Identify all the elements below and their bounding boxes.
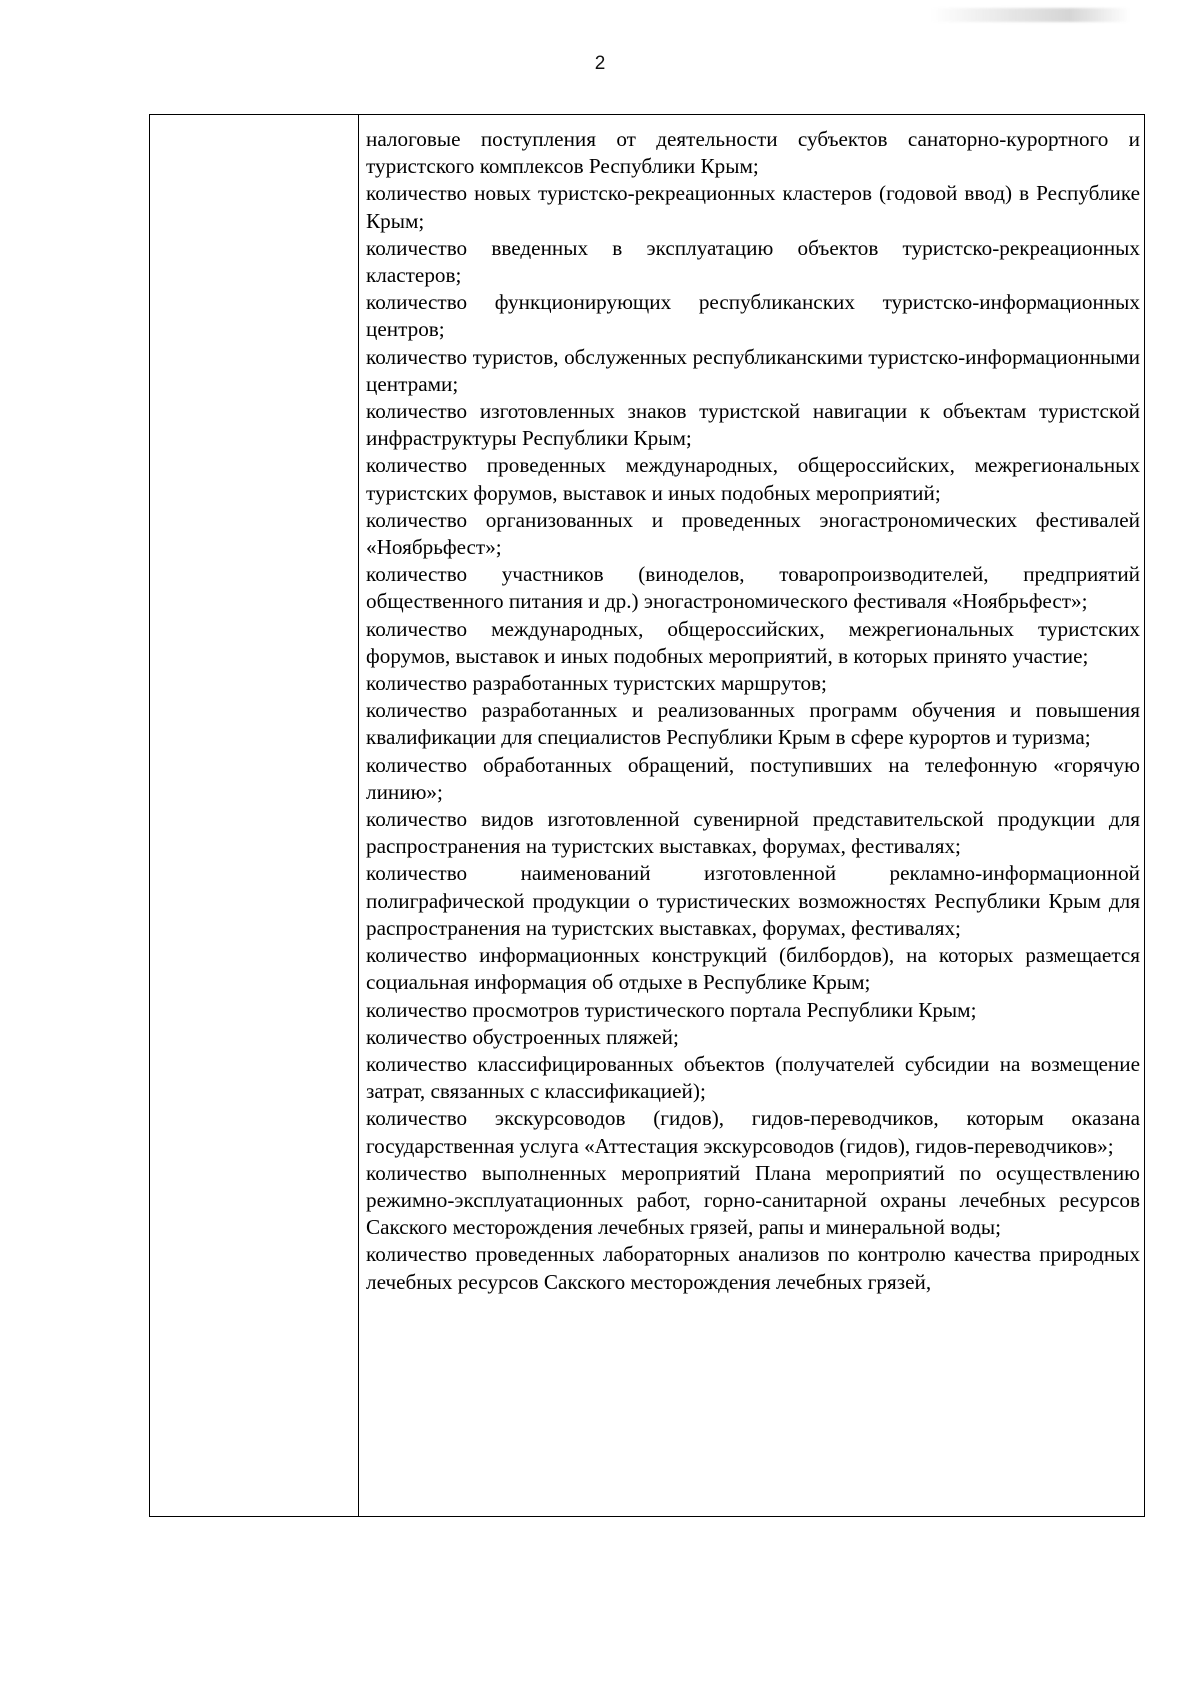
indicator-entry: количество проведенных международных, общероссийских, межрегиональных туристских форумов, выставок и иных подобных мероприятий; xyxy=(366,453,1140,505)
indicator-entry: количество изготовленных знаков туристской навигации к объектам туристской инфраструктуры Республики Крым; xyxy=(366,399,1140,451)
page-number: 2 xyxy=(594,53,606,74)
indicator-entry: количество выполненных мероприятий Плана мероприятий по осуществлению режимно-эксплуатационных работ, горно-санитарной охраны лечебных ресурсов Сакского месторождения лечебных грязей, рапы и минеральной воды; xyxy=(366,1160,1140,1240)
indicator-entry: количество обработанных обращений, поступивших на телефонную «горячую линию»; xyxy=(366,752,1140,804)
table-left-cell xyxy=(150,115,358,1516)
indicator-entry: количество классифицированных объектов (получателей субсидии на возмещение затрат, связанных с классификацией); xyxy=(366,1051,1140,1104)
indicator-entry: количество информационных конструкций (билбордов), на которых размещается социальная информация об отдыхе в Республике Крым; xyxy=(366,943,1140,995)
indicator-entry: количество экскурсоводов (гидов), гидов-переводчиков, которым оказана государственная услуга «Аттестация экскурсоводов (гидов), гидов-переводчиков»; xyxy=(366,1106,1140,1158)
indicator-entry: количество организованных и проведенных эногастрономических фестивалей «Ноябрьфест»; xyxy=(366,507,1140,560)
indicator-entry: количество функционирующих республиканских туристско-информационных центров; xyxy=(366,290,1140,342)
indicator-entry: количество туристов, обслуженных республиканскими туристско-информационными центрами; xyxy=(366,344,1140,396)
indicator-entry: количество разработанных туристских маршрутов; xyxy=(366,671,827,696)
indicator-entry: количество видов изготовленной сувенирной представительской продукции для распространения на туристских выставках, форумах, фестивалях; xyxy=(366,807,1140,859)
table-right-cell xyxy=(366,126,1140,1296)
scan-artifact xyxy=(930,8,1130,22)
indicator-entry: количество международных, общероссийских, межрегиональных туристских форумов, выставок и иных подобных мероприятий, в которых принято участие; xyxy=(366,616,1140,668)
indicator-entry: количество разработанных и реализованных программ обучения и повышения квалификации для специалистов Республики Крым в сфере курортов и туризма; xyxy=(366,698,1140,750)
indicator-entry: количество новых туристско-рекреационных кластеров (годовой ввод) в Республике Крым; xyxy=(366,181,1140,233)
indicator-entry: количество обустроенных пляжей; xyxy=(366,1024,679,1049)
indicator-entry: количество просмотров туристического портала Республики Крым; xyxy=(366,997,977,1022)
indicator-entry: количество проведенных лабораторных анализов по контролю качества природных лечебных ресурсов Сакского месторождения лечебных грязей, xyxy=(366,1242,1140,1294)
indicator-entry: налоговые поступления от деятельности субъектов санаторно-курортного и туристского комплексов Республики Крым; xyxy=(366,127,1140,179)
document-table xyxy=(149,114,1145,1517)
indicator-entry: количество введенных в эксплуатацию объектов туристско-рекреационных кластеров; xyxy=(366,235,1140,288)
indicator-entry: количество наименований изготовленной рекламно-информационной полиграфической продукции о туристических возможностях Республики Крым для распространения на туристских выставках, форумах, фестивалях; xyxy=(366,861,1140,940)
column-divider xyxy=(358,115,359,1516)
indicator-entry: количество участников (виноделов, товаропроизводителей, предприятий общественного питания и др.) эногастрономического фестиваля «Ноябрьфест»; xyxy=(366,562,1140,614)
